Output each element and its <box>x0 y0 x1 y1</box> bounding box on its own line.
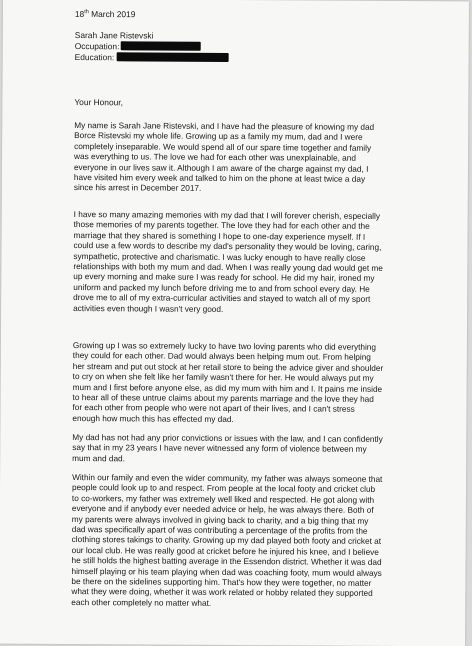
education-label: Education: <box>74 51 115 63</box>
salutation: Your Honour, <box>74 97 123 108</box>
paragraph: Growing up I was so extremely lucky to have two loving parents who did everything they could for each other. Dad would always been helping mum out. From helping her stream and put out stock at her retail store to being the advice giver and shoulder to cry on when she felt like her family wasn't there for her. He would always put my mum and I first before anyone else, as did my mum with him and I. It pains me inside to hear all of these untrue claims about my parents marriage and the love they had for each other from people who were not apart of their lives, and I can't stress enough how much this has effected my dad. <box>72 341 384 424</box>
paragraph: I have so many amazing memories with my dad that I will forever cherish, especially those memories of my parents together. The love they had for each other and the marriage that they shared is something I hope to one-day experience myself. If I could use a few words to describe my dad's personality they would be loving, caring, sympathetic, protective and charismatic. I was lucky enough to have really close relationships with both my mum and dad. When I was really young dad would get me up every morning and make sure I was ready for school. He did my hair, ironed my uniform and packed my lunch before driving me to and from school every day. He drove me to all of my extra-curricular activities and stayed to watch all of my sport activities even though I wasn't very good. <box>73 210 383 314</box>
occupation-line <box>75 41 229 53</box>
letter-date <box>75 7 229 21</box>
date-suffix: th <box>84 9 89 16</box>
occupation-label: Occupation: <box>74 40 120 52</box>
paragraph: My dad has not had any prior convictions or issues with the law, and I can confidently say that in my 23 years I have never witnessed any form of violence between my mum and dad. <box>72 433 383 464</box>
redaction-bar <box>116 52 228 62</box>
paragraph: My name is Sarah Jane Ristevski, and I have had the pleasure of knowing my dad Borce Ristevski my whole life. Growing up as a family my mum, dad and I were completely inseparable. We would spend all of our spare time together and family was everything to us. The love we had for each other was unexplainable, and everyone in our lives saw it. Although I am aware of the charge against my dad, I have visited him every week and talked to him on the phone at least twice a day since his arrest in December 2017. <box>73 121 375 194</box>
date-day: 18 <box>74 8 85 19</box>
education-line <box>75 52 229 64</box>
date-month-year: March 2019 <box>88 8 136 20</box>
letter-header <box>75 7 229 64</box>
paragraph: Within our family and even the wider community, my father was always someone that people could look up to and respect. From people at the local footy and cricket club to co-workers, my father was extremely well liked and respected. He got along with everyone and if anybody ever needed advice or help, he was always there. Both of my parents were always involved in giving back to charity, and a big thing that my dad was specifically apart of was contributing a percentage of the profits from the clothing stores takings to charity. Growing up my dad played both footy and cricket at our local club. He was really good at cricket before he injured his knee, and I believe he still holds the highest batting average in the Essendon district. Whether it was dad himself playing or his team playing when dad was coaching footy, mum would always be there on the sidelines supporting him. That's how they were together, no matter what they were doing, whether it was work related or hobby related they supported each other completely no matter what. <box>71 473 383 608</box>
redaction-bar <box>120 41 200 50</box>
sender-name: Sarah Jane Ristevski <box>74 29 154 41</box>
